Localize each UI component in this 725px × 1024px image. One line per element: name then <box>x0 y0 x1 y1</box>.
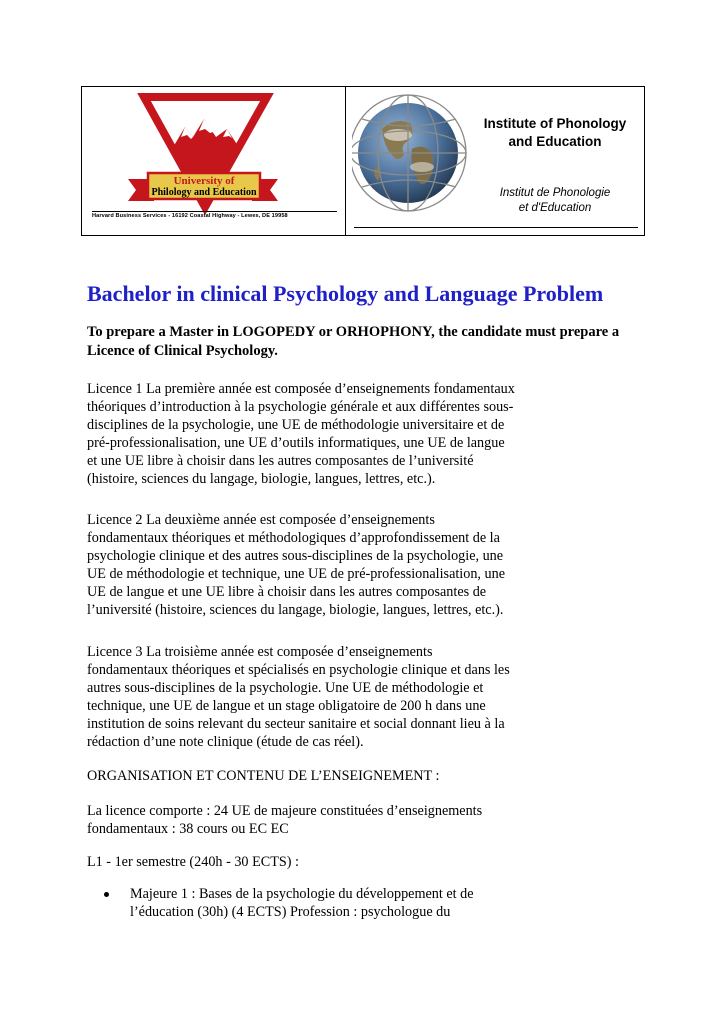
licence-content-paragraph: La licence comporte : 24 UE de majeure constituées d’enseignements fondamentaux : 38 cours ou EC EC <box>87 803 483 837</box>
course-list <box>100 885 530 921</box>
logo-text-line2: Philology and Education <box>151 187 257 198</box>
institute-name-en-line2: and Education <box>508 134 602 149</box>
header-box <box>81 86 645 236</box>
list-item-text: Majeure 1 : Bases de la psychologie du développement et de l’éducation (30h) (4 ECTS) Profession : psychologue du <box>130 886 474 920</box>
licence-3-paragraph: Licence 3 La troisième année est composée d’enseignements fondamentaux théoriques et spécialisés en psychologie clinique et dans les autres sous-disciplines de la psychologie. Une UE de méthodologie et technique, une UE de langue et un stage obligatoire de 200 h dans une institution de soins relevant du secteur sanitaire et social donnant lieu à la rédaction d’une note clinique (étude de cas réel). <box>87 644 510 750</box>
licence-2-paragraph: Licence 2 La deuxième année est composée d’enseignements fondamentaux théoriques et méthodologiques d’approfondissement de la psychologie clinique et des autres sous-disciplines de la psychologie, une UE de méthodologie et technique, une UE de pré-professionalisation, une UE de langue et une UE libre à choisir dans les autres composantes de l’université (histoire, sciences du langage, biologie, langues, lettres, etc.). <box>87 512 506 618</box>
intro-text: To prepare a Master in LOGOPEDY or ORHOPHONY, the candidate must prepare a Licence of Clinical Psychology. <box>87 324 620 359</box>
semester-heading: L1 - 1er semestre (240h - 30 ECTS) : <box>87 854 299 870</box>
address-line: Harvard Business Services - 16192 Coastal Highway - Lewes, DE 19958 <box>92 211 337 219</box>
globe-icon <box>352 89 472 229</box>
institute-name-fr-line1: Institut de Phonologie <box>499 187 611 199</box>
institute-name-fr <box>470 186 640 216</box>
institute-name-en-line1: Institute of Phonology <box>483 116 627 131</box>
licence-1-paragraph: Licence 1 La première année est composée d’enseignements fondamentaux théoriques d’introduction à la psychologie générale et aux différentes sous-disciplines de la psychologie, une UE de méthodologie universitaire et de pré-professionalisation, une UE d’outils informatiques, une UE de langue et une UE libre à choisir dans les autres composantes de l’université (histoire, sciences du langage, biologie, langues, lettres, etc.). <box>87 381 515 487</box>
institute-panel <box>346 87 644 235</box>
institute-name-fr-line2: et d'Education <box>518 202 592 214</box>
university-logo-panel <box>82 87 346 235</box>
bullet-icon <box>104 892 109 897</box>
institute-name-en <box>470 115 640 151</box>
organisation-heading: ORGANISATION ET CONTENU DE L’ENSEIGNEMENT : <box>87 768 440 784</box>
page-title: Bachelor in clinical Psychology and Language Problem <box>87 281 604 306</box>
header-divider-line <box>354 227 638 228</box>
list-item <box>100 885 530 921</box>
logo-text-line1: University of <box>173 175 235 187</box>
